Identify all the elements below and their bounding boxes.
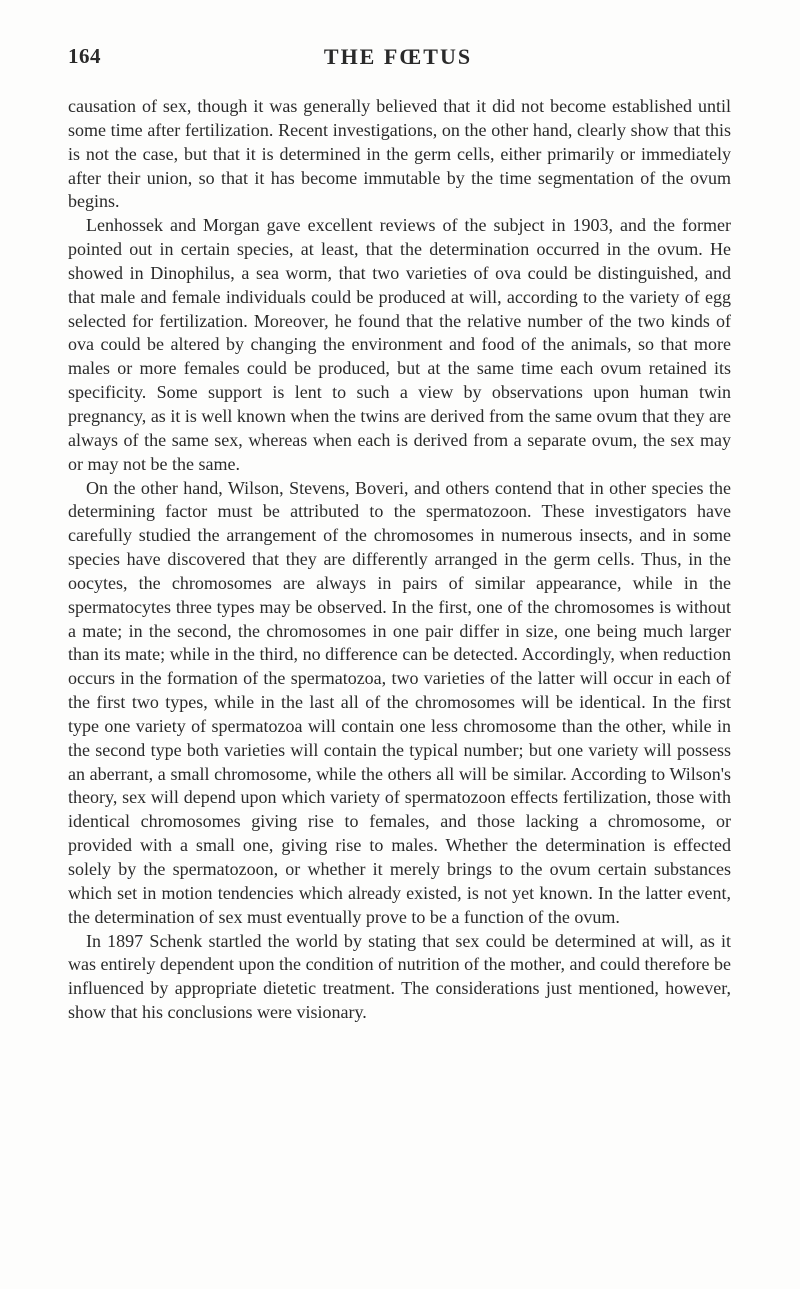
page-number: 164 <box>68 44 101 68</box>
running-head <box>68 44 728 74</box>
body-text <box>68 95 731 1025</box>
paragraph-schenk: In 1897 Schenk startled the world by stating that sex could be determined at will, as it was entirely dependent upon the condition of nutrition of the mother, and could therefore be influenced by appropriate dietetic treatment. The considerations just mentioned, however, show that his conclusions were visionary. <box>68 930 731 1023</box>
running-title: THE FŒTUS <box>323 44 473 69</box>
paragraph-wilson-theory: On the other hand, Wilson, Stevens, Boveri, and others contend that in other species the determining factor must be attributed to the spermatozoon. These investigators have carefully studied the arrangement of the chromosomes in numerous insects, and in some species have discovered that they are differently arranged in the germ cells. Thus, in the oocytes, the chromosomes are always in pairs of similar appearance, while in the spermatocytes three types may be observed. In the first, one of the chromosomes is without a mate; in the second, the chromosomes in one pair differ in size, one being much larger than its mate; while in the third, no difference can be detected. Accordingly, when reduction occurs in the formation of the spermatozoa, two varieties of the latter will occur in each of the first two types, while in the last all of the chromosomes will be identical. In the first type one variety of spermatozoa will contain one less chromosome than the other, while in the second type both varieties will contain the typical number; but one variety will possess an aberrant, a small chromosome, while the others all will be similar. According to Wilson's theory, sex will depend upon which variety of spermatozoon effects fertilization, those with identical chromosomes giving rise to females, and those lacking a chromosome, or provided with a small one, giving rise to males. Whether the determination is effected solely by the spermatozoon, or whether it merely brings to the ovum certain substances which set in motion tendencies which already existed, is not yet known. In the latter event, the determination of sex must eventually prove to be a function of the ovum. <box>68 477 731 927</box>
paragraph-lenhossek-morgan: Lenhossek and Morgan gave excellent reviews of the subject in 1903, and the former pointed out in certain species, at least, that the determination occurred in the ovum. He showed in Dinophilus, a sea worm, that two varieties of ova could be distinguished, and that male and female individuals could be produced at will, according to the variety of egg selected for fertilization. Moreover, he found that the relative number of the two kinds of ova could be altered by changing the environment and food of the animals, so that more males or more females could be produced, but at the same time each ovum retained its specificity. Some support is lent to such a view by observations upon human twin pregnancy, as it is well known when the twins are derived from the same ovum that they are always of the same sex, whereas when each is derived from a separate ovum, the sex may or may not be the same. <box>68 215 731 474</box>
paragraph-continuation: causation of sex, though it was generally believed that it did not become established until some time after fertilization. Recent investigations, on the other hand, clearly show that this is not the case, but that it is determined in the germ cells, either primarily or immediately after their union, so that it has become immutable by the time segmentation of the ovum begins. <box>68 96 731 212</box>
